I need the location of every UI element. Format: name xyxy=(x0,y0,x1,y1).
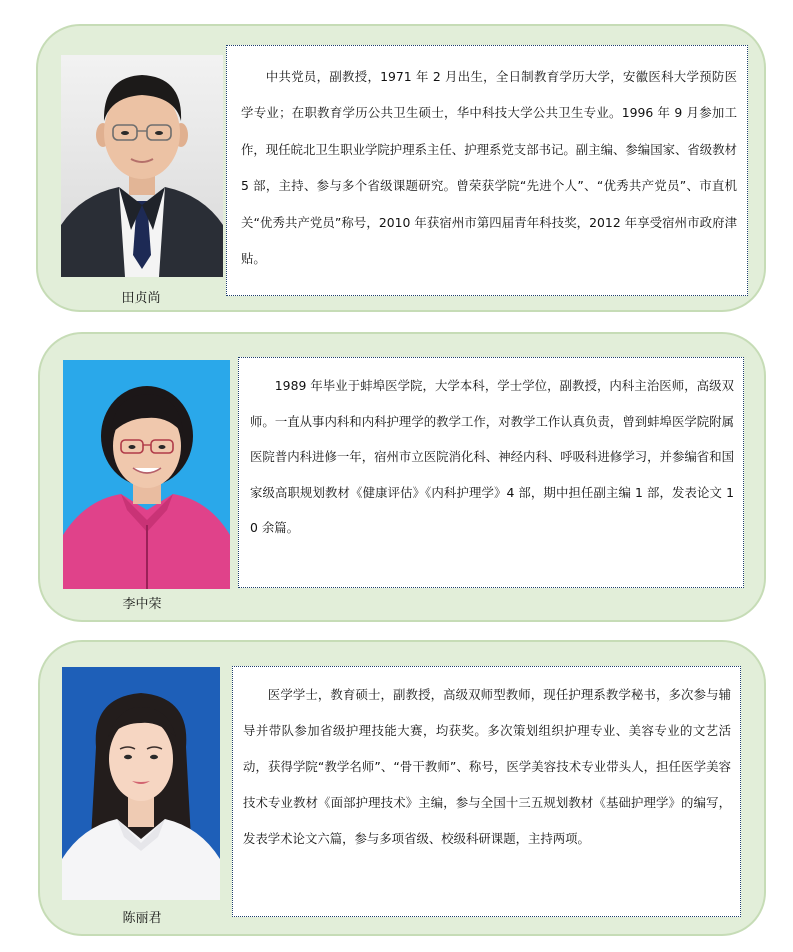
profile-name-2: 李中荣 xyxy=(122,597,162,612)
profile-photo-2 xyxy=(63,360,230,589)
profile-name-1: 田贞尚 xyxy=(121,291,161,306)
profile-photo-3 xyxy=(62,667,220,900)
profile-name-3: 陈丽君 xyxy=(122,911,162,926)
profile-bio-text-2: 1989 年毕业于蚌埠医学院，大学本科，学士学位，副教授，内科主治医师，高级双师。一直从事内科和内科护理学的教学工作，对教学工作认真负责，曾到蚌埠医学院附属医院普内科进修一年，宿州市立医院消化科、神经内科、呼吸科进修学习，并参编省和国家级高职规划教材《健康评估》《内科护理学》4 部，期中担任副主编 1 部，发表论文 10 余篇。 xyxy=(250,378,734,535)
profile-bio-3 xyxy=(232,666,741,917)
profile-bio-text-3: 医学学士，教育硕士，副教授，高级双师型教师，现任护理系教学秘书，多次参与辅导并带队参加省级护理技能大赛，均获奖。多次策划组织护理专业、美容专业的文艺活动，获得学院“教学名师”、“骨干教师”、称号，医学美容技术专业带头人，担任医学美容技术专业教材《面部护理技术》主编，参与全国十三五规划教材《基础护理学》的编写，发表学术论文六篇，参与多项省级、校级科研课题，主持两项。 xyxy=(243,687,731,846)
profile-photo-1 xyxy=(61,55,223,277)
portrait-man-suit-image xyxy=(61,55,223,277)
portrait-woman-pink-jacket-image xyxy=(63,360,230,589)
profile-bio-2 xyxy=(238,357,744,588)
portrait-woman-white-shirt-image xyxy=(62,667,220,900)
profile-bio-1 xyxy=(226,45,748,296)
profile-bio-text-1: 中共党员，副教授，1971 年 2 月出生，全日制教育学历大学，安徽医科大学预防医学专业；在职教育学历公共卫生硕士，华中科技大学公共卫生专业。1996 年 9 月参加工作，现任皖北卫生职业学院护理系主任、护理系党支部书记。副主编、参编国家、省级教材 5 部，主持、参与多个省级课题研究。曾荣获学院“先进个人”、“优秀共产党员”、市直机关“优秀共产党员”称号，2010 年获宿州市第四届青年科技奖，2012 年享受宿州市政府津贴。 xyxy=(241,69,737,267)
